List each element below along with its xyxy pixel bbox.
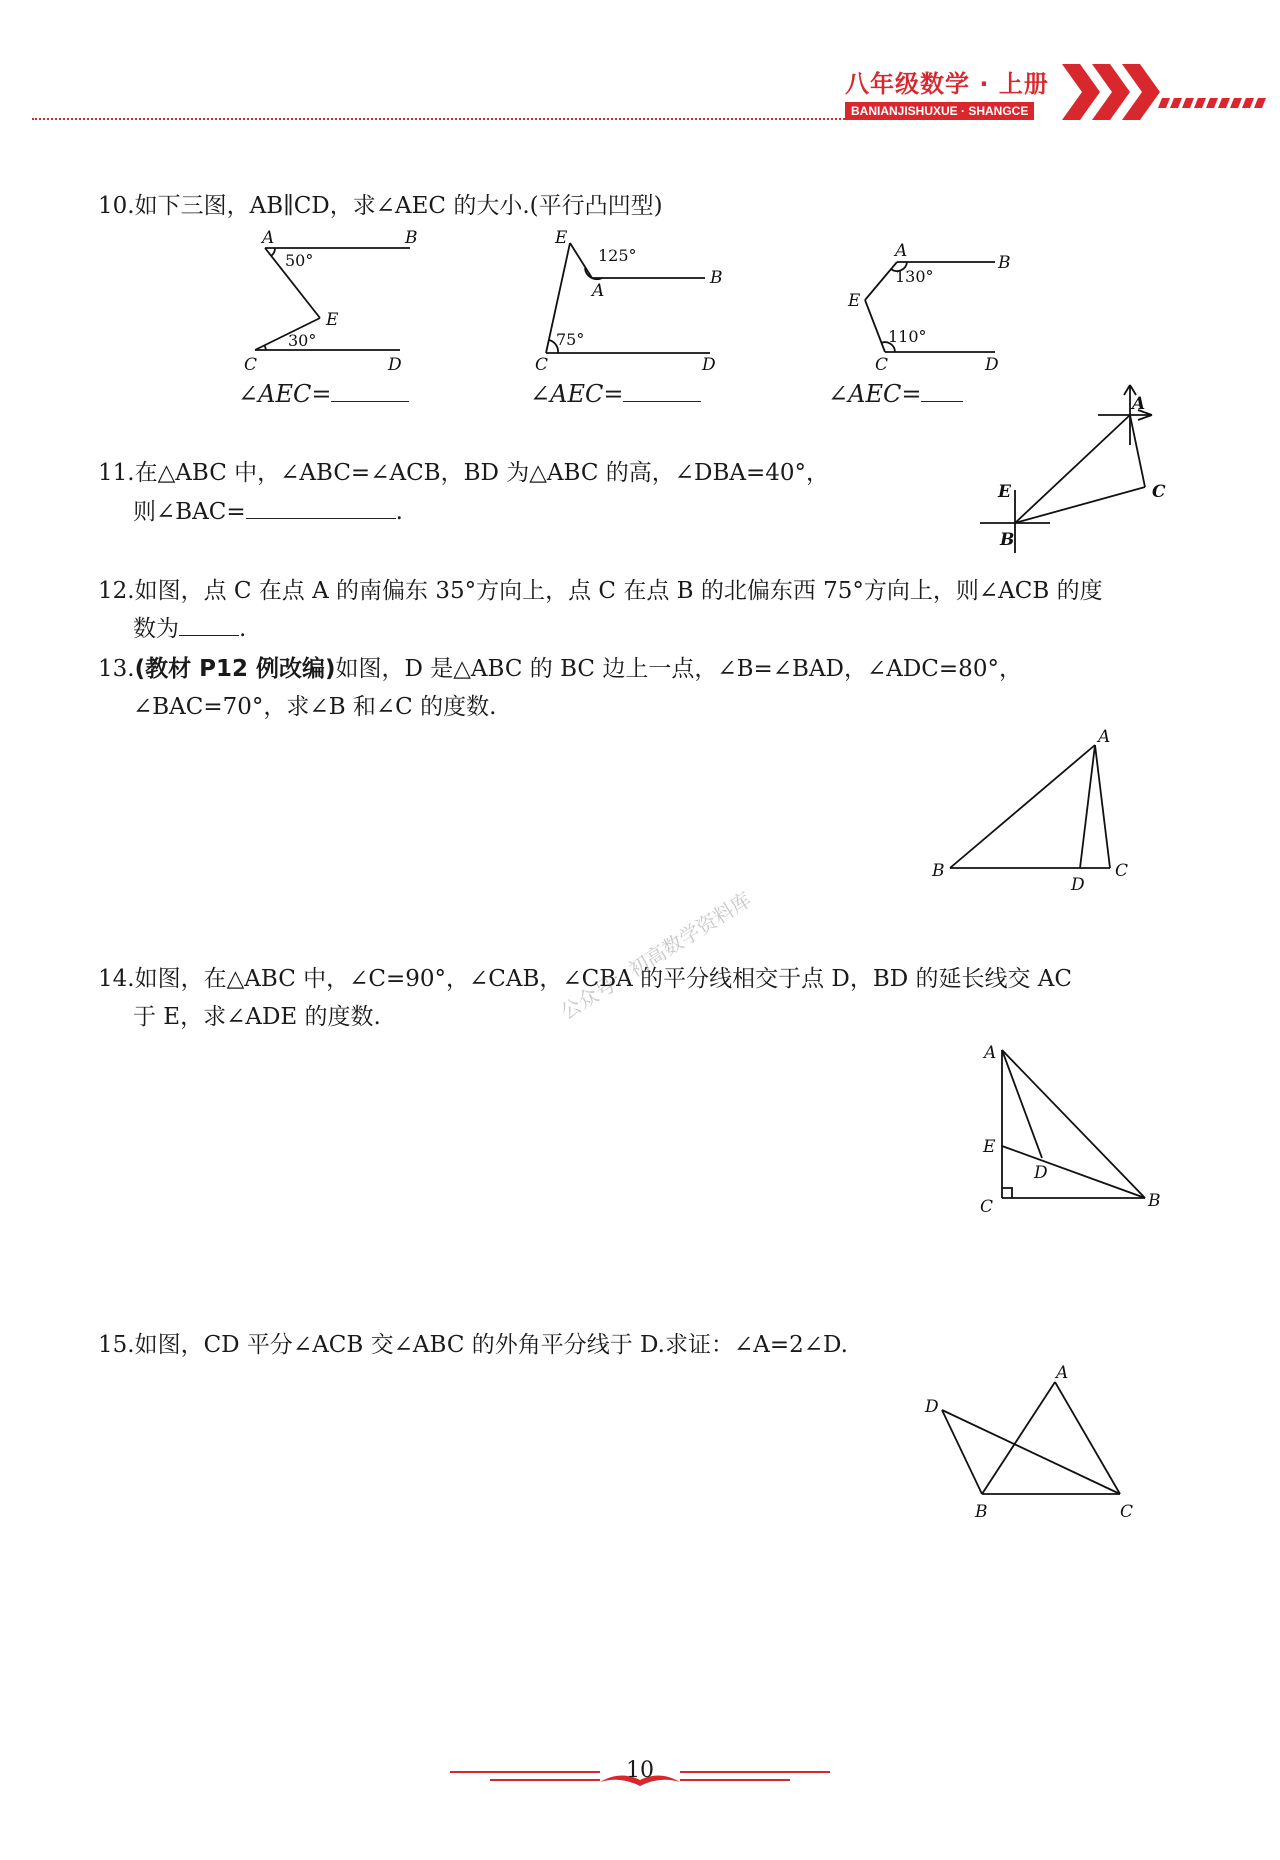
q13-label-a: A (1098, 727, 1111, 747)
q14-label-e: E (983, 1137, 996, 1157)
q14-label-b: B (1148, 1191, 1161, 1211)
q13-label-b: B (932, 861, 945, 881)
question-11-line1: 11.在△ABC 中，∠ABC=∠ACB，BD 为△ABC 的高，∠DBA=40°， (98, 460, 830, 486)
q15-label-c: C (1120, 1502, 1134, 1522)
question-13-line2: ∠BAC=70°，求∠B 和∠C 的度数. (133, 694, 497, 720)
fig2-label-d: D (702, 355, 716, 375)
fig1-angle-30: 30° (288, 331, 317, 350)
q15-label-d: D (925, 1397, 939, 1417)
q10-figure-1 (240, 228, 440, 378)
q13-figure (930, 728, 1170, 898)
q14-label-d: D (1034, 1163, 1048, 1183)
q10-answer-1: ∠AEC= (238, 380, 409, 408)
watermark: 公众号：初高数学资料库 (556, 887, 756, 1025)
fig2-angle-75: 75° (556, 330, 585, 349)
q15-figure (920, 1362, 1170, 1532)
fig2-label-a: A (592, 281, 605, 301)
q15-label-b: B (975, 1502, 988, 1522)
fig3-angle-130: 130° (895, 267, 934, 286)
fig1-angle-50: 50° (285, 251, 314, 270)
fig3-label-c: C (875, 355, 889, 375)
fig1-label-b: B (405, 228, 418, 248)
fig3-label-e: E (848, 291, 861, 311)
fig1-label-d: D (388, 355, 402, 375)
q15-label-a: A (1056, 1363, 1069, 1383)
q10-answer-3: ∠AEC= (828, 380, 963, 408)
fig1-label-c: C (244, 355, 258, 375)
question-14-line1: 14.如图，在△ABC 中，∠C=90°，∠CAB，∠CBA 的平分线相交于点 D，BD 的延长线交 AC (98, 966, 1073, 992)
fig1-label-a: A (262, 228, 275, 248)
q11-figure (980, 385, 1190, 560)
q13-label-d: D (1071, 875, 1085, 895)
fig3-angle-110: 110° (888, 327, 927, 346)
question-12-line2: 数为 . (133, 610, 246, 648)
q10-figure-3 (845, 232, 1035, 382)
fig3-label-d: D (985, 355, 999, 375)
header-badge (845, 64, 1060, 124)
question-15-text: 15.如图，CD 平分∠ACB 交∠ABC 的外角平分线于 D.求证：∠A=2∠D. (98, 1332, 848, 1358)
fig2-label-e: E (555, 228, 568, 248)
q11-label-e: E (998, 482, 1011, 502)
header-title: 八年级数学 · 上册 (845, 70, 1049, 98)
question-12-line1: 12.如图，点 C 在点 A 的南偏东 35°方向上，点 C 在点 B 的北偏东西 75°方向上，则∠ACB 的度 (98, 578, 1103, 604)
q11-label-c: C (1152, 482, 1166, 502)
q10-figure-2 (530, 228, 740, 378)
fig2-label-b: B (710, 268, 723, 288)
q11-label-b: B (1000, 530, 1015, 550)
fig3-label-b: B (998, 253, 1011, 273)
question-14-line2: 于 E，求∠ADE 的度数. (133, 1004, 381, 1030)
question-11-line2: 则∠BAC= . (133, 493, 403, 531)
q14-figure (970, 1040, 1170, 1220)
q14-label-a: A (984, 1043, 997, 1063)
page-number: 10 (626, 1758, 654, 1783)
q13-label-c: C (1115, 861, 1129, 881)
fig1-label-e: E (326, 310, 339, 330)
fig2-angle-125: 125° (598, 246, 637, 265)
fig3-label-a: A (895, 241, 908, 261)
q14-label-c: C (980, 1197, 994, 1217)
fig2-label-c: C (535, 355, 549, 375)
question-10-text: 10.如下三图，AB∥CD，求∠AEC 的大小.(平行凸凹型) (98, 193, 663, 219)
q13-source-tag: (教材 P12 例改编) (134, 656, 336, 682)
question-13-line1: 13.(教材 P12 例改编)如图，D 是△ABC 的 BC 边上一点，∠B=∠BAD，∠ADC=80°， (98, 656, 1022, 682)
chevron-arrows-icon (1062, 64, 1272, 124)
q10-answer-2: ∠AEC= (530, 380, 701, 408)
q11-label-a: A (1132, 394, 1146, 414)
header-subtitle: BANIANJISHUXUE · SHANGCE (845, 102, 1034, 120)
